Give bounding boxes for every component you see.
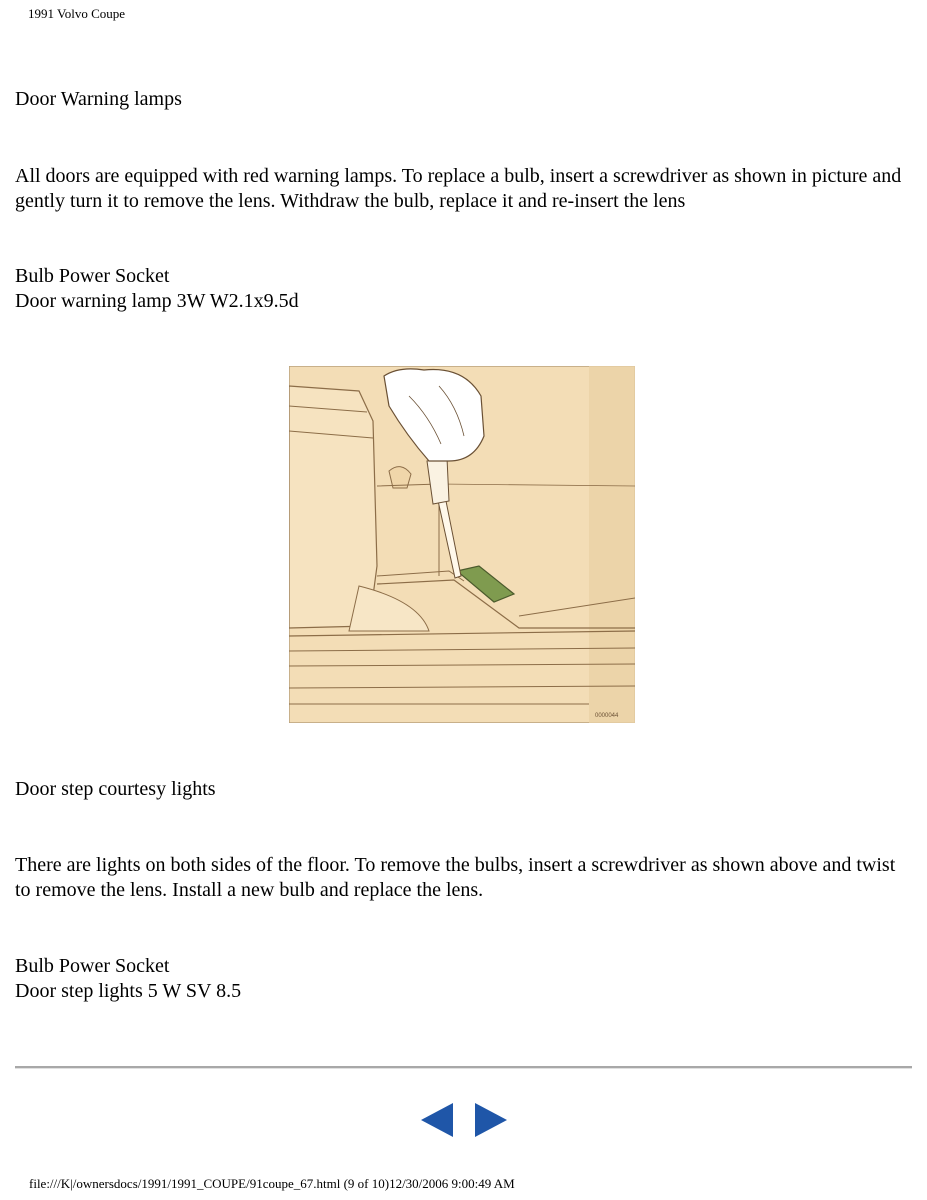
section-title-door-warning-lamps: Door Warning lamps (15, 88, 182, 110)
header-title: 1991 Volvo Coupe (28, 6, 126, 21)
horizontal-divider (15, 1066, 912, 1069)
spec-header: Bulb Power Socket (15, 265, 170, 287)
spec-block-door-step (15, 954, 241, 1004)
footer-file-url: file:///K|/ownersdocs/1991/1991_COUPE/91coupe_67.html (9 of 10)12/30/2006 9:00:49 AM (29, 1176, 515, 1191)
spec-block-door-warning (15, 264, 299, 314)
figure-code: 0000044 (595, 713, 619, 719)
paragraph-door-warning-lamps: All doors are equipped with red warning lamps. To replace a bulb, insert a screwdriver as shown in picture and gently turn it to remove the lens. Withdraw the bulb, replace it and re-insert the lens (15, 165, 902, 212)
next-page-button[interactable] (472, 1102, 508, 1138)
section-title-door-step-courtesy-lights: Door step courtesy lights (15, 778, 216, 800)
spec-header: Bulb Power Socket (15, 955, 170, 977)
paragraph-door-step-courtesy-lights: There are lights on both sides of the floor. To remove the bulbs, insert a screwdriver as shown above and twist to remove the lens. Install a new bulb and replace the lens. (15, 854, 896, 901)
page-navigation (420, 1102, 510, 1138)
spec-row: Door warning lamp 3W W2.1x9.5d (15, 290, 299, 312)
left-arrow-icon (420, 1102, 456, 1138)
door-warning-lamp-illustration (289, 366, 635, 723)
previous-page-button[interactable] (420, 1102, 456, 1138)
spec-row: Door step lights 5 W SV 8.5 (15, 980, 242, 1002)
right-arrow-icon (472, 1102, 508, 1138)
